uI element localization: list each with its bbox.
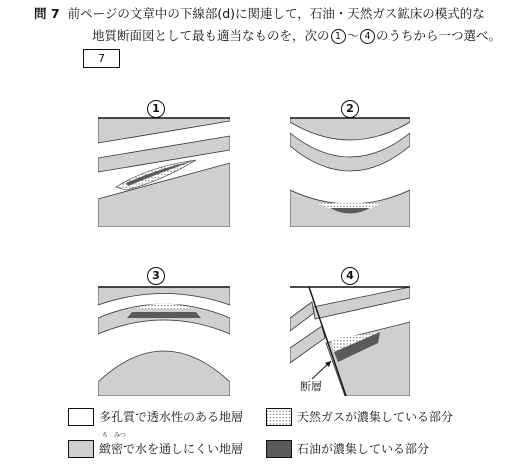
fault-label: 断層 (300, 380, 322, 393)
range-separator: ～ (346, 28, 360, 43)
legend-dense-swatch (68, 440, 94, 458)
legend-gas-swatch (266, 408, 292, 426)
question-text-2b: のうちから一つ選べ。 (376, 28, 502, 43)
panel-1-section (98, 118, 230, 227)
panel-3-section (98, 287, 230, 396)
choice-last-circle: 4 (360, 29, 375, 44)
legend-dense-ruby: ち みつ (102, 432, 126, 439)
panel-3-label: 3 (147, 267, 165, 285)
panel-1-label: 1 (147, 100, 165, 118)
answer-box[interactable]: 7 (83, 49, 120, 68)
legend-gas-text: 天然ガスが濃集している部分 (297, 410, 454, 424)
panel-2-label: 2 (341, 100, 359, 118)
legend-oil-swatch (266, 440, 292, 458)
panel-3-oil (127, 312, 201, 318)
legend-dense-text: 緻密で水を通しにくい地層 (99, 442, 244, 456)
question-text-2a: 地質断面図として最も適当なものを，次の (92, 28, 330, 43)
legend-porous-swatch (68, 408, 94, 426)
question-number: 問 7 (34, 6, 60, 21)
question-text-1: 前ページの文章中の下線部(d)に関連して，石油・天然ガス鉱床の模式的な (67, 6, 485, 21)
panel-4-label: 4 (341, 267, 359, 285)
panel-2-section (290, 118, 410, 227)
legend-oil-text: 石油が濃集している部分 (297, 442, 430, 456)
legend-porous-text: 多孔質で透水性のある地層 (99, 410, 244, 424)
choice-first-circle: 1 (331, 29, 346, 44)
